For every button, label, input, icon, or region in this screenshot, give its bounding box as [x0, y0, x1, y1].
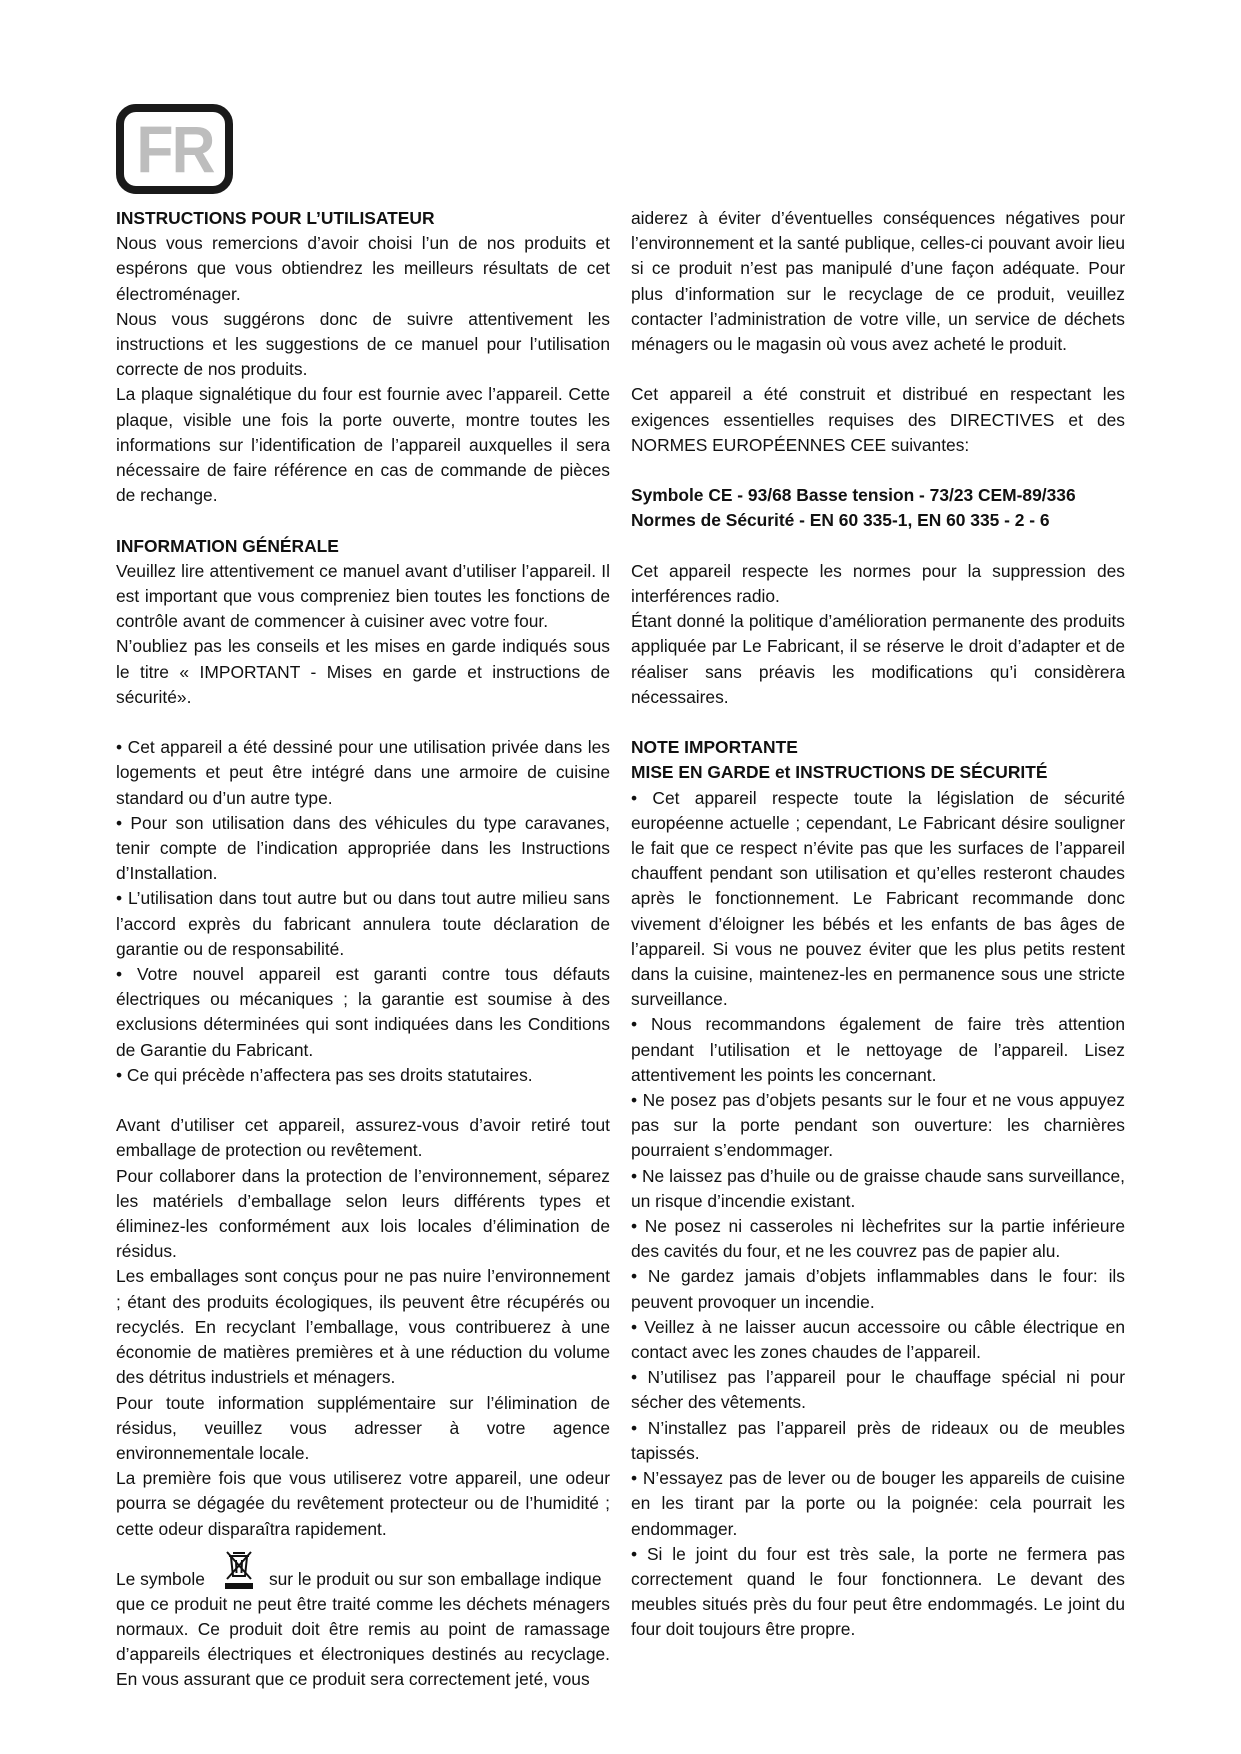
- norm-line-ce: Symbole CE - 93/68 Basse tension - 73/23 CEM-89/336: [631, 485, 1076, 506]
- bullet-item: • Si le joint du four est très sale, la porte ne fermera pas correctement quand le four fonctionnera. Le devant des meubles situés près du four peut être endommagés. Le joint du four doit toujours être propre.: [631, 1543, 1125, 1640]
- section-heading-important-note: NOTE IMPORTANTE: [631, 737, 798, 758]
- paragraph: N’oubliez pas les conseils et les mises en garde indiqués sous le titre « IMPORTANT - Mises en garde et instructions de sécurité».: [116, 636, 610, 707]
- language-badge: [116, 104, 233, 194]
- spacer: [631, 458, 1125, 483]
- bullet-item: • Cet appareil respecte toute la législation de sécurité européenne actuelle ; cependant, Le Fabricant désire souligner le fait que ce respect n’évite pas que les surfaces de l’appareil chauffent pendant son utilisation et qu’elles resteront chaudes après le fonctionnement. Le Fabricant recommande donc vivement d’éloigner les bébés et les enfants de bas âges de l’appareil. Si vous ne pouvez éviter que les plus petits restent dans la cuisine, maintenez-les en permanence sous une stricte surveillance.: [631, 787, 1125, 1010]
- crossed-out-bin-icon: [219, 1550, 259, 1592]
- bullet-item: • Ne laissez pas d’huile ou de graisse chaude sans surveillance, un risque d’incendie existant.: [631, 1165, 1125, 1211]
- left-column: [116, 206, 610, 1693]
- norm-line-safety: Normes de Sécurité - EN 60 335-1, EN 60 335 - 2 - 6: [631, 510, 1050, 531]
- right-column: [631, 206, 1125, 1643]
- bullet-item: • L’utilisation dans tout autre but ou dans tout autre milieu sans l’accord exprès du fabricant annulera toute déclaration de garantie ou de responsabilité.: [116, 888, 610, 959]
- paragraph: Nous vous remercions d’avoir choisi l’un de nos produits et espérons que vous obtiendrez les meilleurs résultats de cet électroménager.: [116, 233, 610, 304]
- weee-text-end: sur le produit ou sur son emballage indique: [268, 1568, 602, 1589]
- paragraph: Cet appareil respecte les normes pour la suppression des interférences radio.: [631, 560, 1125, 606]
- paragraph: Étant donné la politique d’amélioration permanente des produits appliquée par Le Fabricant, il se réserve le droit d’adapter et de réaliser sans préavis les modifications qu’i considèrera nécessaires.: [631, 611, 1125, 707]
- spacer: [631, 534, 1125, 559]
- bullet-item: • Ce qui précède n’affectera pas ses droits statutaires.: [116, 1064, 533, 1085]
- spacer: [116, 1542, 610, 1550]
- weee-text-start: Le symbole: [116, 1568, 205, 1589]
- bullet-item: • Ne posez pas d’objets pesants sur le four et ne vous appuyez pas sur la porte pendant son ouverture: les charnières pourraient s’endommager.: [631, 1090, 1125, 1161]
- section-heading-user-instructions: INSTRUCTIONS POUR L’UTILISATEUR: [116, 208, 435, 228]
- paragraph: Veuillez lire attentivement ce manuel avant d’utiliser l’appareil. Il est important que vous compreniez bien toutes les fonctions de contrôle avant de commencer à cuisiner avec votre four.: [116, 560, 610, 632]
- section-heading-safety-instructions: MISE EN GARDE et INSTRUCTIONS DE SÉCURITÉ: [631, 762, 1048, 783]
- paragraph: que ce produit ne peut être traité comme les déchets ménagers normaux. Ce produit doit être remis au point de ramassage d’appareils électriques et électroniques destinés au recyclage. En vous assurant que ce produit sera correctement jeté, vous: [116, 1593, 610, 1690]
- bullet-item: • N’essayez pas de lever ou de bouger les appareils de cuisine en les tirant par la porte ou la poignée: cela pourrait les endommager.: [631, 1468, 1125, 1539]
- bullet-item: • N’utilisez pas l’appareil pour le chauffage spécial ni pour sécher des vêtements.: [631, 1367, 1125, 1413]
- bullet-item: • Votre nouvel appareil est garanti contre tous défauts électriques ou mécaniques ; la garantie est soumise à des exclusions déterminées qui sont indiquées dans les Conditions de Garantie du Fabricant.: [116, 964, 610, 1060]
- language-code: FR: [135, 112, 214, 186]
- paragraph: Pour toute information supplémentaire sur l’élimination de résidus, veuillez vous adresser à votre agence environnementale locale.: [116, 1392, 610, 1463]
- paragraph: Pour collaborer dans la protection de l’environnement, séparez les matériels d’emballage selon leurs différents types et éliminez-les conformément aux lois locales d’élimination de résidus.: [116, 1165, 610, 1262]
- paragraph: Les emballages sont conçus pour ne pas nuire l’environnement ; étant des produits écologiques, ils peuvent être récupérés ou recyclés. En recyclant l’emballage, vous contribuerez à une économie de matières premières et à une réduction du volume des détritus industriels et ménagers.: [116, 1266, 610, 1388]
- paragraph: La première fois que vous utiliserez votre appareil, une odeur pourra se dégagée du revêtement protecteur ou de l’humidité ; cette odeur disparaîtra rapidement.: [116, 1468, 610, 1539]
- section-heading-general-information: INFORMATION GÉNÉRALE: [116, 535, 339, 556]
- bullet-item: • Cet appareil a été dessiné pour une utilisation privée dans les logements et peut être intégré dans une armoire de cuisine standard ou d’un autre type.: [116, 737, 610, 808]
- bullet-item: • N’installez pas l’appareil près de rideaux ou de meubles tapissés.: [631, 1417, 1125, 1463]
- bullet-item: • Veillez à ne laisser aucun accessoire ou câble électrique en contact avec les zones chaudes de l’appareil.: [631, 1316, 1125, 1363]
- bullet-item: • Pour son utilisation dans des véhicules du type caravanes, tenir compte de l’indication appropriée dans les Instructions d’Installation.: [116, 812, 610, 884]
- spacer: [116, 1088, 610, 1113]
- spacer: [116, 508, 610, 533]
- paragraph: aiderez à éviter d’éventuelles conséquences négatives pour l’environnement et la santé publique, celles-ci pouvant avoir lieu si ce produit n’est pas manipulé d’une façon adéquate. Pour plus d’information sur le recyclage de ce produit, veuillez contacter l’administration de votre ville, un service de déchets ménagers ou le magasin où vous avez acheté le produit.: [631, 208, 1125, 355]
- bullet-item: • Ne posez ni casseroles ni lèchefrites sur la partie inférieure des cavités du four, et ne les couvrez pas de papier alu.: [631, 1216, 1125, 1262]
- bullet-item: • Ne gardez jamais d’objets inflammables dans le four: ils peuvent provoquer un incendie.: [631, 1266, 1125, 1312]
- paragraph: Cet appareil a été construit et distribué en respectant les exigences essentielles requises des DIRECTIVES et des NORMES EUROPÉENNES CEE suivantes:: [631, 384, 1125, 455]
- paragraph: Avant d’utiliser cet appareil, assurez-vous d’avoir retiré tout emballage de protection ou revêtement.: [116, 1115, 610, 1161]
- spacer: [631, 710, 1125, 735]
- spacer: [116, 710, 610, 735]
- bullet-item: • Nous recommandons également de faire très attention pendant l’utilisation et le nettoyage de l’appareil. Lisez attentivement les points les concernant.: [631, 1014, 1125, 1085]
- weee-paragraph-line: [116, 1550, 610, 1592]
- paragraph: Nous vous suggérons donc de suivre attentivement les instructions et les suggestions de ce manuel pour l’utilisation correcte de nos produits.: [116, 308, 610, 380]
- spacer: [631, 357, 1125, 382]
- paragraph: La plaque signalétique du four est fournie avec l’appareil. Cette plaque, visible une fois la porte ouverte, montre toutes les informations sur l’identification de l’appareil auxquelles il sera nécessaire de faire référence en cas de commande de pièces de rechange.: [116, 384, 610, 506]
